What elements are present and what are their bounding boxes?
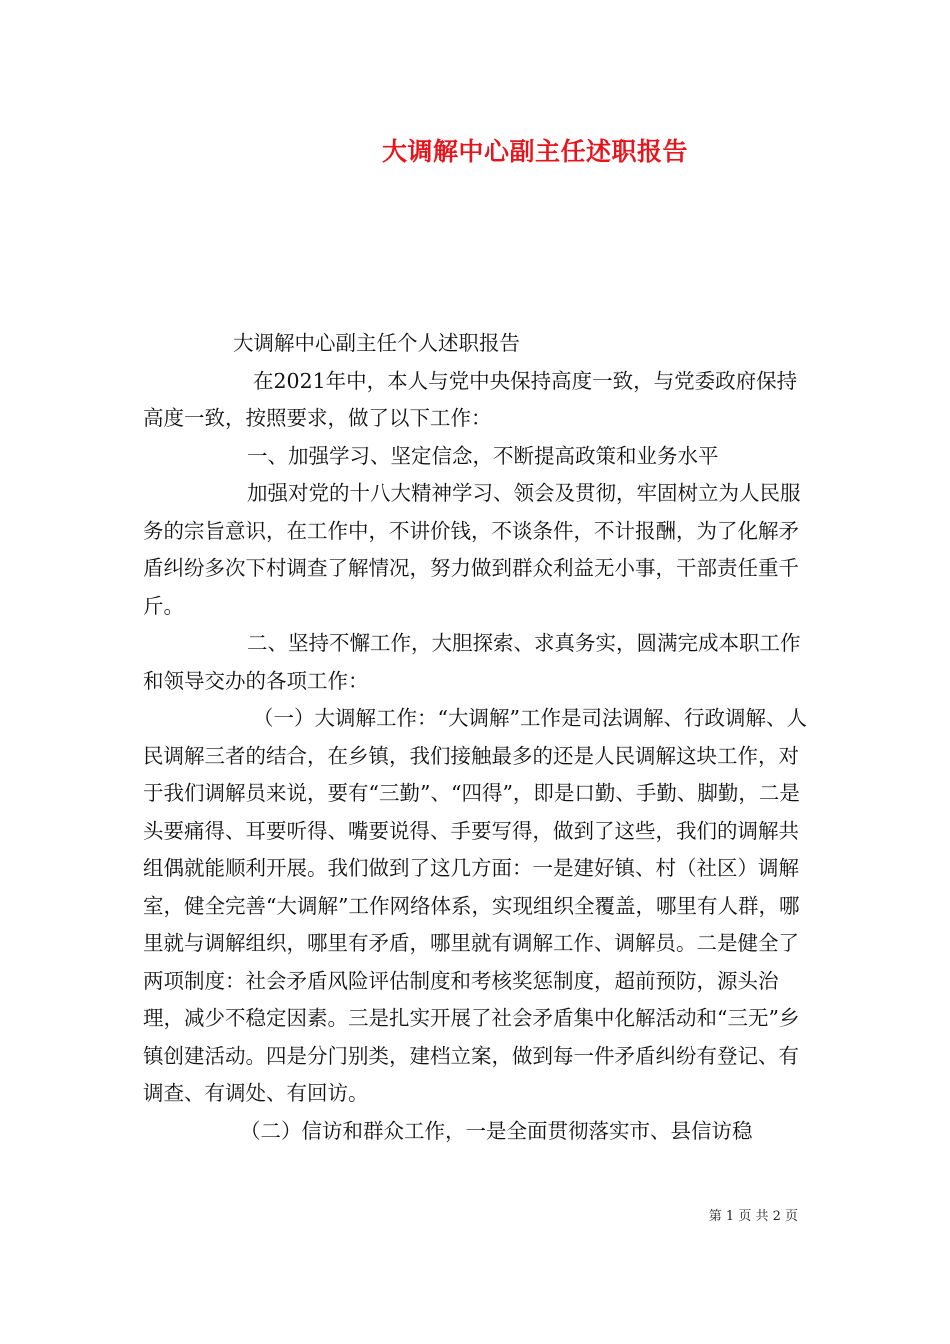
intro-paragraph: 在2021年中，本人与党中央保持高度一致，与党委政府保持高度一致，按照要求，做了以下工作： <box>143 368 798 430</box>
document-title: 大调解中心副主任述职报告 <box>381 137 688 166</box>
document-body <box>143 325 811 1150</box>
page-number-footer: 第 1 页 共 2 页 <box>708 1209 798 1224</box>
item-2-paragraph: （二）信访和群众工作，一是全面贯彻落实市、县信访稳 <box>240 1118 753 1143</box>
item-1-paragraph: （一）大调解工作：“大调解”工作是司法调解、行政调解、人民调解三者的结合，在乡镇，我们接触最多的还是人民调解这块工作，对于我们调解员来说，要有“三勤”、“四得”，即是口勤、手勤、脚勤，二是头要痛得、耳要听得、嘴要说得、手要写得，做到了这些，我们的调解共组偶就能顺利开展。我们做到了这几方面：一是建好镇、村（社区）调解室，健全完善“大调解”工作网络体系，实现组织全覆盖，哪里有人群，哪里就与调解组织，哪里有矛盾，哪里就有调解工作、调解员。二是健全了两项制度：社会矛盾风险评估制度和考核奖惩制度，超前预防，源头治理，减少不稳定因素。三是扎实开展了社会矛盾集中化解活动和“三无”乡镇创建活动。四是分门别类，建档立案，做到每一件矛盾纠纷有登记、有调查、有调处、有回访。 <box>143 706 807 1105</box>
section-1-body: 加强对党的十八大精神学习、领会及贯彻，牢固树立为人民服务的宗旨意识，在工作中，不讲价钱，不谈条件，不计报酬，为了化解矛盾纠纷多次下村调查了解情况，努力做到群众利益无小事，干部责任重千斤。 <box>143 481 801 618</box>
section-2-heading: 二、坚持不懈工作，大胆探索、求真务实，圆满完成本职工作和领导交办的各项工作： <box>143 631 801 693</box>
document-subtitle: 大调解中心副主任个人述职报告 <box>233 331 520 355</box>
section-1-heading: 一、加强学习、坚定信念，不断提高政策和业务水平 <box>247 443 719 468</box>
